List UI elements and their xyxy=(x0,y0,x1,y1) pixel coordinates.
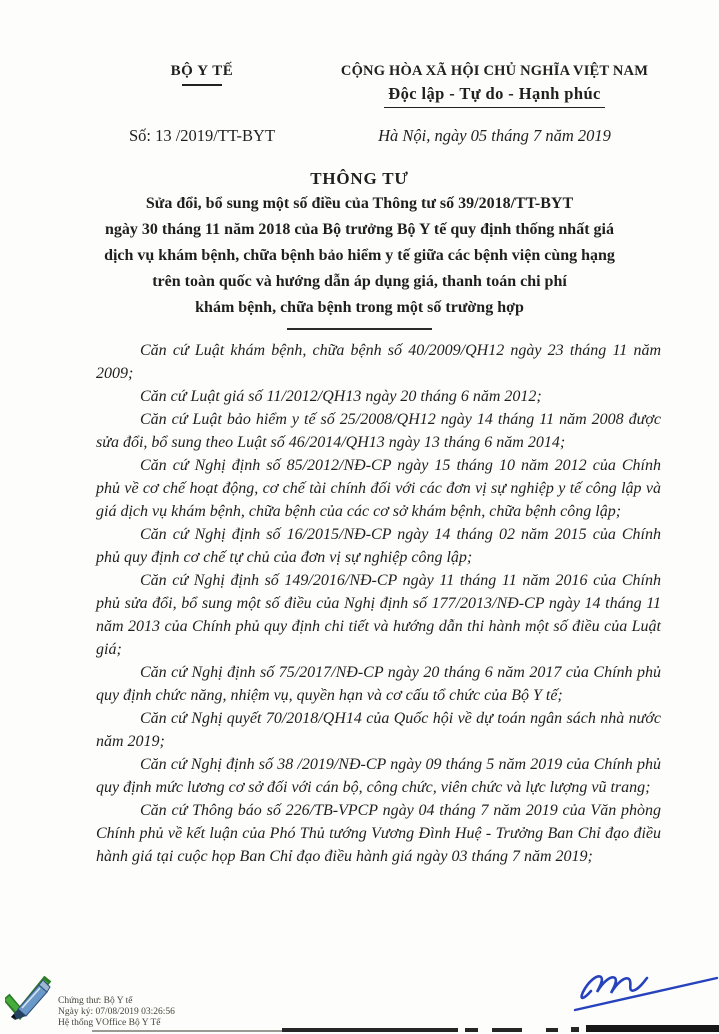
legal-basis-paragraph: Căn cứ Nghị quyết 70/2018/QH14 của Quốc hội về dự toán ngân sách nhà nước năm 2019; xyxy=(96,710,661,750)
national-motto: Độc lập - Tự do - Hạnh phúc xyxy=(384,83,605,108)
document-header xyxy=(0,62,719,108)
legal-basis-paragraph: Căn cứ Luật bảo hiểm y tế số 25/2008/QH12 ngày 14 tháng 11 năm 2008 được sửa đổi, bổ sung theo Luật số 46/2014/QH13 ngày 13 tháng 6 năm 2014; xyxy=(96,411,661,451)
legal-basis-paragraph: Căn cứ Nghị định số 38 /2019/NĐ-CP ngày 09 tháng 5 năm 2019 của Chính phủ quy định mức lương cơ sở đối với cán bộ, công chức, viên chức và lực lượng vũ trang; xyxy=(96,756,661,796)
subject-line: khám bệnh, chữa bệnh trong một số trường hợp xyxy=(195,299,524,316)
scan-edge-artifact xyxy=(586,1025,719,1032)
title-block xyxy=(0,167,719,330)
legal-basis-paragraph: Căn cứ Nghị định số 149/2016/NĐ-CP ngày 11 tháng 11 năm 2016 của Chính phủ sửa đổi, bổ sung một số điều của Nghị định số 177/2013/NĐ-CP ngày 14 tháng 11 năm 2013 của Chính phủ quy định chi tiết và hướng dẫn thi hành một số điều của Luật giá; xyxy=(96,572,661,658)
scan-edge-artifact xyxy=(571,1027,579,1032)
signature-initial-mark xyxy=(558,948,719,1020)
scan-edge-artifact xyxy=(282,1028,458,1032)
scan-edge-artifact xyxy=(465,1028,478,1032)
legal-basis-paragraph: Căn cứ Nghị định số 16/2015/NĐ-CP ngày 14 tháng 02 năm 2015 của Chính phủ quy định cơ chế tự chủ của đơn vị sự nghiệp công lập; xyxy=(96,526,661,566)
issuing-org-block xyxy=(78,62,326,108)
esignature-system-line: Hệ thống VOffice Bộ Y Tế xyxy=(58,1017,161,1028)
scan-edge-artifact xyxy=(492,1028,522,1032)
document-meta-row xyxy=(0,125,719,147)
national-heading-block xyxy=(326,62,663,108)
subject-line: trên toàn quốc và hướng dẫn áp dụng giá, thanh toán chi phí xyxy=(152,273,567,290)
subject-line: Sửa đổi, bổ sung một số điều của Thông tư số 39/2018/TT-BYT xyxy=(145,195,574,212)
scan-edge-artifact xyxy=(546,1028,558,1032)
issuing-org-name: BỘ Y TẾ xyxy=(170,63,234,79)
document-subject xyxy=(0,191,719,321)
legal-basis-paragraph: Căn cứ Nghị định số 85/2012/NĐ-CP ngày 15 tháng 10 năm 2012 của Chính phủ về cơ chế hoạt động, cơ chế tài chính đối với các đơn vị sự nghiệp y tế công lập và giá dịch vụ khám bệnh, chữa bệnh của các cơ sở khám bệnh, chữa bệnh công lập; xyxy=(96,457,661,520)
legal-basis-paragraph: Căn cứ Luật khám bệnh, chữa bệnh số 40/2009/QH12 ngày 23 tháng 11 năm 2009; xyxy=(96,342,661,382)
check-pen-icon xyxy=(5,976,53,1022)
scan-edge-artifact xyxy=(92,1030,282,1032)
subject-line: dịch vụ khám bệnh, chữa bệnh bảo hiểm y tế giữa các bệnh viện cùng hạng xyxy=(104,247,615,264)
document-type-title: THÔNG TƯ xyxy=(310,169,409,188)
subject-line: ngày 30 tháng 11 năm 2018 của Bộ trưởng Bộ Y tế quy định thống nhất giá xyxy=(105,221,614,238)
document-body xyxy=(96,339,661,868)
org-underline xyxy=(182,84,222,86)
legal-basis-paragraph: Căn cứ Luật giá số 11/2012/QH13 ngày 20 tháng 6 năm 2012; xyxy=(140,388,542,405)
esignature-date-line: Ngày ký: 07/08/2019 03:26:56 xyxy=(58,1006,175,1017)
esignature-stamp-text xyxy=(58,996,175,1028)
national-title: CỘNG HÒA XÃ HỘI CHỦ NGHĨA VIỆT NAM xyxy=(340,63,649,79)
esignature-cert-line: Chứng thư: Bộ Y tế xyxy=(58,996,133,1006)
legal-basis-paragraph: Căn cứ Thông báo số 226/TB-VPCP ngày 04 tháng 7 năm 2019 của Văn phòng Chính phủ về kết luận của Phó Thủ tướng Vương Đình Huệ - Trưởng Ban Chỉ đạo điều hành giá tại cuộc họp Ban Chỉ đạo điều hành giá ngày 03 tháng 7 năm 2019; xyxy=(96,802,661,865)
place-and-date: Hà Nội, ngày 05 tháng 7 năm 2019 xyxy=(378,126,611,145)
document-number: Số: 13 /2019/TT-BYT xyxy=(128,126,276,145)
title-divider xyxy=(287,328,432,330)
legal-basis-paragraph: Căn cứ Nghị định số 75/2017/NĐ-CP ngày 20 tháng 6 năm 2017 của Chính phủ quy định chức năng, nhiệm vụ, quyền hạn và cơ cấu tổ chức của Bộ Y tế; xyxy=(96,664,661,704)
